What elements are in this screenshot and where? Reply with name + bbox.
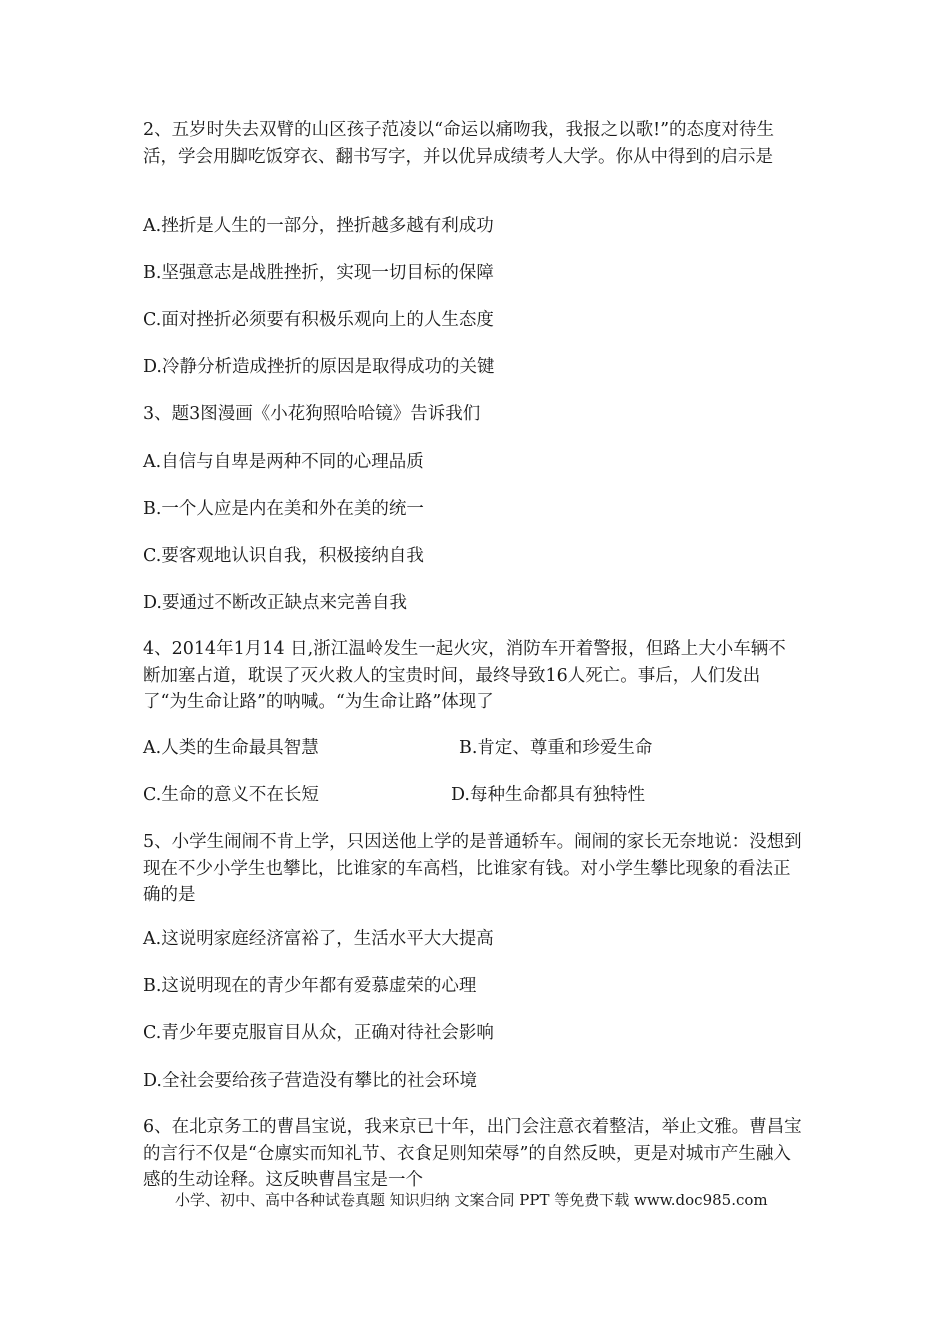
question-3-option-a: A.自信与自卑是两种不同的心理品质	[143, 452, 424, 472]
question-2-option-b: B.坚强意志是战胜挫折，实现一切目标的保障	[143, 263, 494, 283]
question-3-option-c: C.要客观地认识自我，积极接纳自我	[143, 546, 424, 566]
page-footer: 小学、初中、高中各种试卷真题 知识归纳 文案合同 PPT 等免费下载 www.doc985.com	[175, 1191, 768, 1209]
question-5-option-d: D.全社会要给孩子营造没有攀比的社会环境	[143, 1071, 477, 1091]
question-5-option-b: B.这说明现在的青少年都有爱慕虚荣的心理	[143, 976, 477, 996]
question-4-option-c: C.生命的意义不在长短	[143, 785, 319, 805]
question-4-stem: 4、2014年1月14 日,浙江温岭发生一起火灾，消防车开着警报，但路上大小车辆不断加塞占道，耽误了灭火救人的宝贵时间，最终导致16人死亡。事后，人们发出了“为生命让路”的呐喊。“为生命让路”体现了	[143, 639, 786, 712]
question-3-stem: 3、题3图漫画《小花狗照哈哈镜》告诉我们	[143, 404, 481, 424]
question-5-stem: 5、小学生闹闹不肯上学，只因送他上学的是普通轿车。闹闹的家长无奈地说：没想到现在不少小学生也攀比，比谁家的车高档，比谁家有钱。对小学生攀比现象的看法正确的是	[143, 832, 802, 905]
question-2-option-d: D.冷静分析造成挫折的原因是取得成功的关键	[143, 357, 495, 377]
question-5-option-c: C.青少年要克服盲目从众，正确对待社会影响	[143, 1023, 494, 1043]
question-4-option-a: A.人类的生命最具智慧	[143, 738, 319, 758]
question-3-option-d: D.要通过不断改正缺点来完善自我	[143, 593, 407, 613]
question-2-option-a: A.挫折是人生的一部分，挫折越多越有利成功	[143, 216, 494, 236]
question-4-option-b: B.肯定、尊重和珍爱生命	[459, 738, 653, 758]
question-3-option-b: B.一个人应是内在美和外在美的统一	[143, 499, 424, 519]
question-6-stem: 6、在北京务工的曹昌宝说，我来京已十年，出门会注意衣着整洁，举止文雅。曹昌宝的言行不仅是“仓廪实而知礼节、衣食足则知荣辱”的自然反映，更是对城市产生融入感的生动诠释。这反映曹昌宝是一个	[143, 1117, 802, 1190]
question-2-option-c: C.面对挫折必须要有积极乐观向上的人生态度	[143, 310, 494, 330]
question-4-option-d: D.每种生命都具有独特性	[451, 785, 645, 805]
question-5-option-a: A.这说明家庭经济富裕了，生活水平大大提高	[143, 929, 494, 949]
question-2-stem: 2、五岁时失去双臂的山区孩子范凌以“命运以痛吻我，我报之以歌!”的态度对待生活，学会用脚吃饭穿衣、翻书写字，并以优异成绩考人大学。你从中得到的启示是	[143, 120, 775, 167]
